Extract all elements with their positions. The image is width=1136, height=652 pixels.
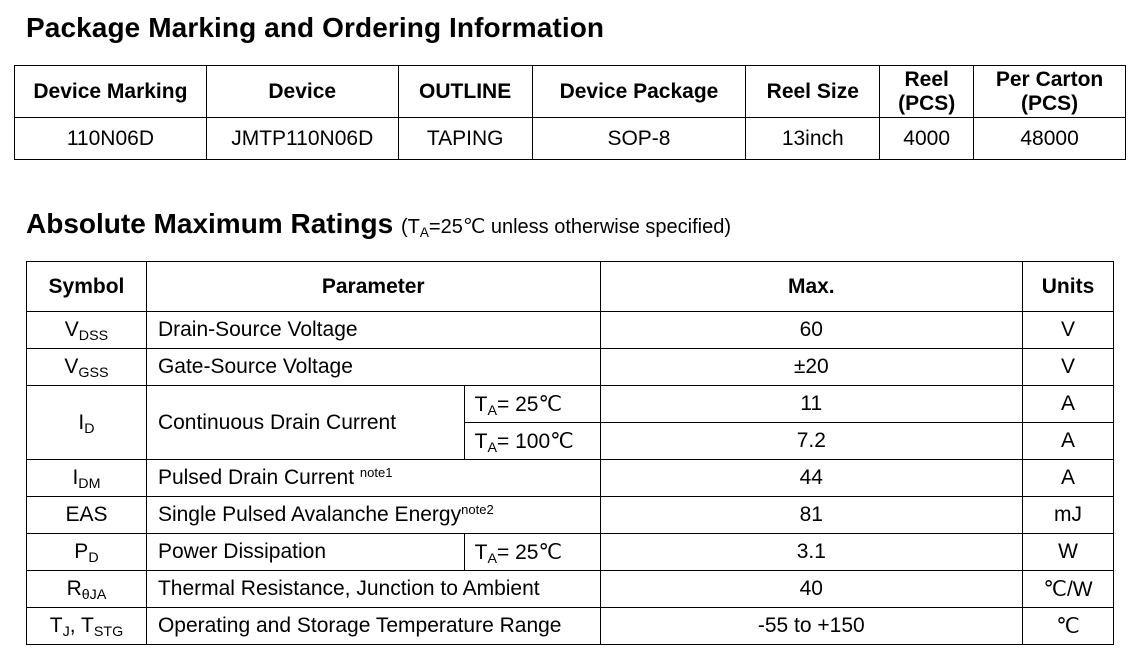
table-row <box>27 571 1114 608</box>
param-power-dissipation: Power Dissipation <box>146 534 464 571</box>
cond-pre: T <box>474 429 488 453</box>
unit: A <box>1023 423 1114 460</box>
header-units: Units <box>1023 262 1114 312</box>
max-value: 40 <box>600 571 1022 608</box>
header-device-marking: Device Marking <box>15 66 207 118</box>
param-note: note1 <box>359 464 393 480</box>
max-value: 11 <box>600 386 1022 423</box>
condition-ta-25 <box>464 386 600 423</box>
cond-rest: = 25℃ <box>497 392 563 416</box>
header-reel-size: Reel Size <box>746 66 880 118</box>
table-row <box>27 534 1114 571</box>
sym-main: V <box>64 318 79 341</box>
cell-per-carton: 48000 <box>974 118 1126 160</box>
header-max: Max. <box>600 262 1022 312</box>
param-avalanche-energy <box>146 497 600 534</box>
symbol-vdss <box>27 312 147 349</box>
param-drain-source-voltage: Drain-Source Voltage <box>146 312 600 349</box>
sym-main: I <box>78 410 85 434</box>
ratings-title-block <box>26 208 731 240</box>
ratings-table <box>26 261 1114 645</box>
ratings-title: Absolute Maximum Ratings <box>26 208 394 239</box>
sym-sub: D <box>84 420 95 437</box>
max-value: 60 <box>600 312 1022 349</box>
header-reel-line1: Reel <box>904 67 949 91</box>
max-value: 3.1 <box>600 534 1022 571</box>
ordering-row <box>15 118 1126 160</box>
max-value: ±20 <box>600 349 1022 386</box>
sym-sub: DM <box>78 475 101 492</box>
param-note: note2 <box>461 501 494 517</box>
table-row <box>27 386 1114 423</box>
unit: W <box>1023 534 1114 571</box>
table-row <box>27 460 1114 497</box>
sym-main: V <box>64 355 79 378</box>
sym-main: R <box>66 577 82 600</box>
symbol-tj-tstg <box>27 608 147 645</box>
header-symbol: Symbol <box>27 262 147 312</box>
max-value: 44 <box>600 460 1022 497</box>
max-value: -55 to +150 <box>600 608 1022 645</box>
condition-ta-100 <box>464 423 600 460</box>
unit: ℃ <box>1023 608 1114 645</box>
header-device: Device <box>206 66 398 118</box>
cond-pre: T <box>474 540 488 564</box>
cond-pre: T <box>474 392 488 416</box>
cell-device-package: SOP-8 <box>532 118 746 160</box>
table-row <box>27 349 1114 386</box>
max-value: 81 <box>600 497 1022 534</box>
cond-sub: A <box>487 439 497 456</box>
cell-reel-size: 13inch <box>746 118 880 160</box>
cond-sub: A <box>487 550 497 567</box>
ratings-header-row <box>27 262 1114 312</box>
param-thermal-resistance: Thermal Resistance, Junction to Ambient <box>146 571 600 608</box>
table-row <box>27 497 1114 534</box>
cell-device-marking: 110N06D <box>15 118 207 160</box>
note-rest: =25℃ unless otherwise specified) <box>428 216 731 238</box>
unit: ℃/W <box>1023 571 1114 608</box>
param-operating-storage-temperature: Operating and Storage Temperature Range <box>146 608 600 645</box>
sym-main-2: T <box>81 614 94 637</box>
header-carton-line1: Per Carton <box>995 67 1104 91</box>
sym-sub: J <box>62 623 70 640</box>
param-pulsed-drain-current <box>146 460 600 497</box>
cond-rest: = 25℃ <box>497 540 563 564</box>
note-sub: A <box>419 224 429 240</box>
param-continuous-drain-current: Continuous Drain Current <box>146 386 464 460</box>
condition-ta-25 <box>464 534 600 571</box>
header-device-package: Device Package <box>532 66 746 118</box>
ratings-condition-note <box>401 216 731 238</box>
cell-reel-pcs: 4000 <box>880 118 974 160</box>
sym-sub: θJA <box>81 586 107 603</box>
ordering-header-row <box>15 66 1126 118</box>
note-open: (T <box>400 216 420 238</box>
unit: V <box>1023 349 1114 386</box>
ordering-table <box>14 65 1126 160</box>
sym-main: P <box>74 540 89 563</box>
unit: V <box>1023 312 1114 349</box>
symbol-idm <box>27 460 147 497</box>
symbol-eas: EAS <box>27 497 147 534</box>
sym-sub: GSS <box>78 364 109 381</box>
table-row <box>27 312 1114 349</box>
sym-sub: D <box>88 549 99 566</box>
symbol-id <box>27 386 147 460</box>
param-text: Single Pulsed Avalanche Energy <box>157 503 462 526</box>
cond-sub: A <box>487 402 497 419</box>
unit: A <box>1023 386 1114 423</box>
ordering-title: Package Marking and Ordering Information <box>26 12 605 43</box>
param-gate-source-voltage: Gate-Source Voltage <box>146 349 600 386</box>
unit: A <box>1023 460 1114 497</box>
unit: mJ <box>1023 497 1114 534</box>
cell-outline: TAPING <box>398 118 532 160</box>
header-carton-line2: (PCS) <box>1020 91 1079 115</box>
header-reel-pcs <box>880 66 974 118</box>
symbol-rthja <box>27 571 147 608</box>
header-outline: OUTLINE <box>398 66 532 118</box>
sym-separator: , <box>69 614 82 637</box>
header-parameter: Parameter <box>146 262 600 312</box>
header-reel-line2: (PCS) <box>898 91 956 115</box>
sym-main: T <box>49 614 63 637</box>
max-value: 7.2 <box>600 423 1022 460</box>
cell-device: JMTP110N06D <box>206 118 398 160</box>
header-per-carton <box>974 66 1126 118</box>
table-row <box>27 608 1114 645</box>
sym-main: I <box>72 466 79 489</box>
sym-sub: DSS <box>78 327 109 344</box>
sym-sub-2: STG <box>93 623 124 640</box>
cond-rest: = 100℃ <box>497 429 574 453</box>
symbol-pd <box>27 534 147 571</box>
symbol-vgss <box>27 349 147 386</box>
param-text: Pulsed Drain Current <box>157 466 355 489</box>
